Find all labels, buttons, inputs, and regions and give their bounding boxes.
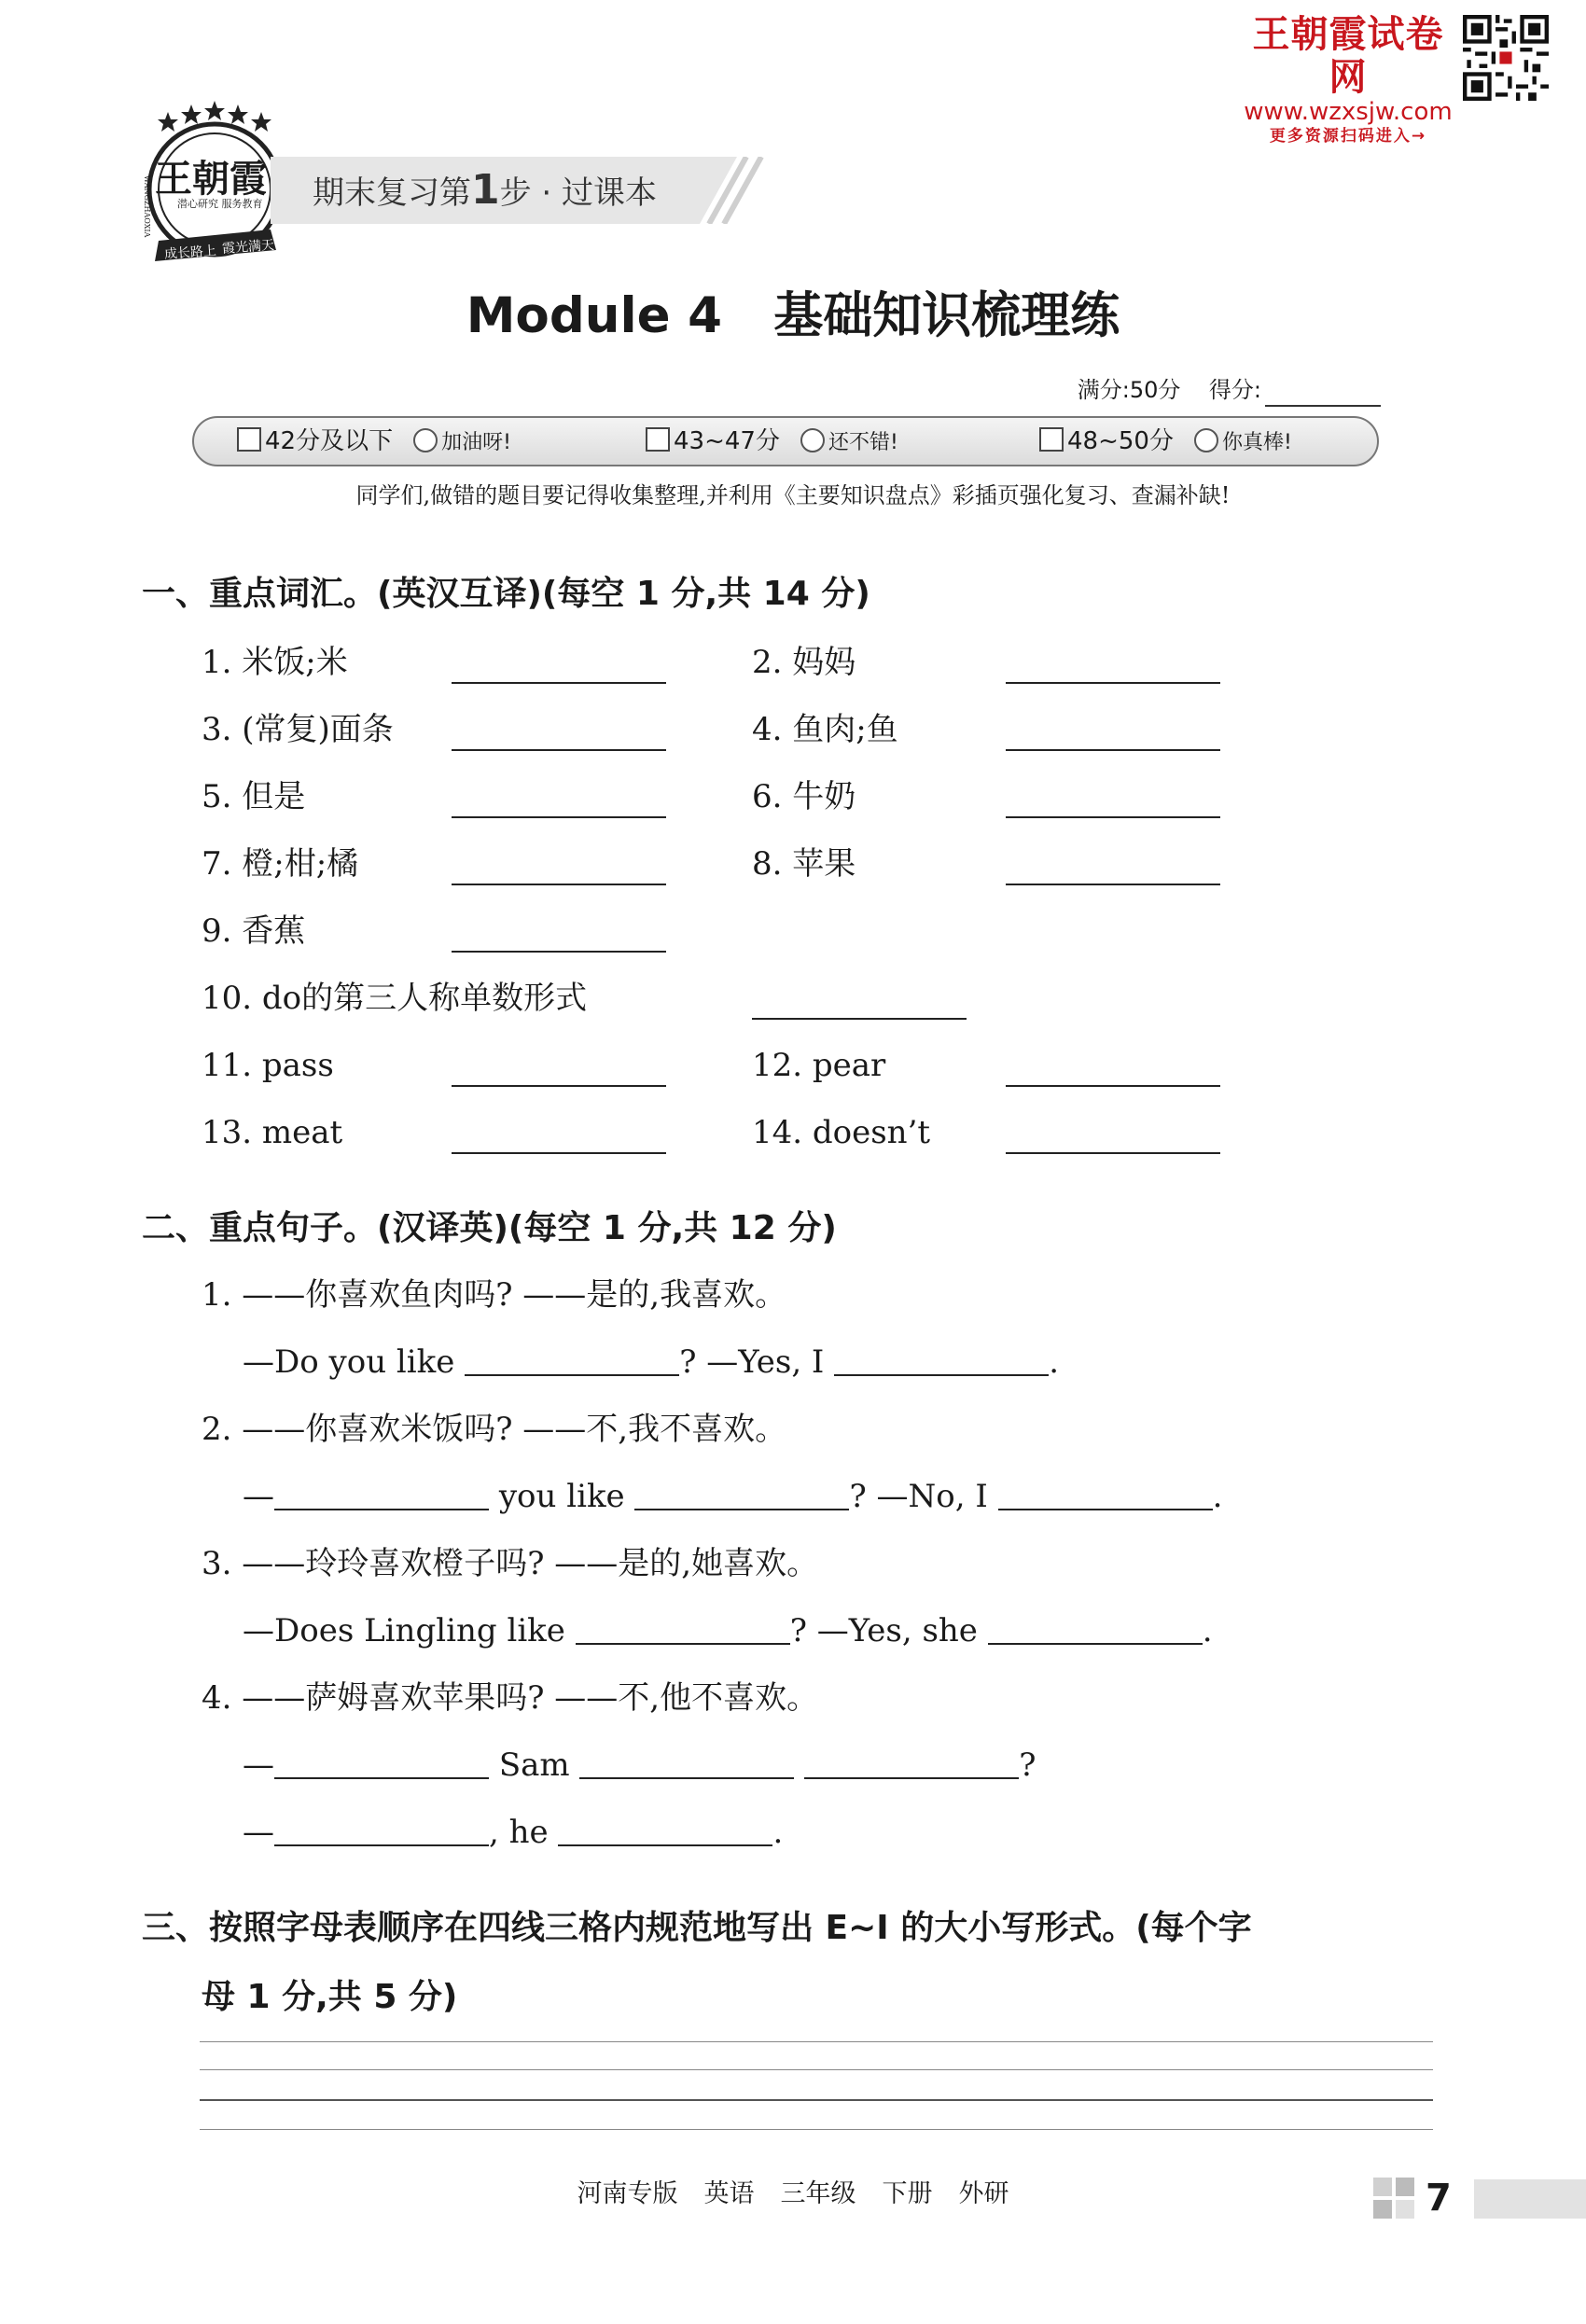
answer-blank[interactable] — [1006, 816, 1220, 818]
grid-line — [200, 2041, 1433, 2042]
band-prefix: 期末复习第 — [313, 174, 471, 212]
rating-checkbox[interactable] — [1039, 427, 1064, 452]
answer-blank[interactable] — [558, 1811, 772, 1846]
grid-line — [200, 2129, 1433, 2130]
rating-high: 48~50分 你真棒! — [1039, 418, 1292, 465]
rating-low: 42分及以下 加油呀! — [237, 418, 511, 465]
section1-heading: 一、重点词汇。(英汉互译)(每空 1 分,共 14 分) — [142, 575, 870, 613]
score-line — [1078, 373, 1381, 407]
band-step: 1 — [471, 166, 500, 214]
answer-blank[interactable] — [274, 1744, 489, 1779]
footer-volume: 下册 — [882, 2179, 933, 2208]
smiley-face-icon — [800, 428, 825, 452]
sentence-chinese: 3. ——玲玲喜欢橙子吗? ——是的,她喜欢。 — [202, 1545, 819, 1582]
vocab-item: 5. 但是 — [202, 778, 306, 815]
sentence-english: —Does Lingling like ? —Yes, she . — [243, 1608, 1213, 1653]
answer-blank[interactable] — [1006, 1085, 1220, 1087]
footer-subject: 英语 — [703, 2179, 755, 2208]
footer-edition: 河南专版 — [577, 2179, 678, 2208]
vocab-item: 8. 苹果 — [752, 845, 856, 883]
footer-publisher: 外研 — [958, 2179, 1009, 2208]
answer-blank[interactable] — [1006, 1152, 1220, 1154]
qr-code-icon[interactable] — [1463, 15, 1549, 101]
sentence-english: — , he . — [243, 1810, 783, 1855]
footer-grade: 三年级 — [780, 2179, 856, 2208]
answer-blank[interactable] — [1006, 749, 1220, 751]
vocab-item: 11. pass — [202, 1047, 334, 1084]
answer-blank[interactable] — [998, 1475, 1213, 1510]
answer-blank[interactable] — [579, 1744, 794, 1779]
vocab-item: 14. doesn’t — [752, 1114, 931, 1151]
vocab-item: 1. 米饭;米 — [202, 644, 348, 681]
brand-tagline: 更多资源扫码进入→ — [1269, 127, 1427, 146]
page-number: 7 — [1426, 2177, 1452, 2220]
answer-blank[interactable] — [274, 1811, 489, 1846]
brand-name: 王朝霞试卷网 — [1252, 13, 1444, 99]
vocab-item: 4. 鱼肉;鱼 — [752, 711, 898, 748]
answer-blank[interactable] — [988, 1609, 1203, 1645]
answer-blank[interactable] — [452, 884, 666, 885]
answer-blank[interactable] — [452, 682, 666, 684]
rating-mid: 43~47分 还不错! — [646, 418, 898, 465]
section3-heading: 三、按照字母表顺序在四线三格内规范地写出 E~I 的大小写形式。(每个字 — [142, 1909, 1252, 1947]
vocab-item: 10. do的第三人称单数形式 — [202, 980, 588, 1017]
sentence-chinese: 2. ——你喜欢米饭吗? ——不,我不喜欢。 — [202, 1411, 787, 1448]
grid-line — [200, 2069, 1433, 2070]
brand-url[interactable]: www.wzxsjw.com — [1244, 98, 1453, 126]
smiley-face-icon — [413, 428, 438, 452]
vocab-item: 6. 牛奶 — [752, 778, 856, 815]
answer-blank[interactable] — [452, 1085, 666, 1087]
logo-name: 王朝霞 — [155, 157, 267, 201]
vocab-item: 7. 橙;柑;橘 — [202, 845, 359, 883]
answer-blank[interactable] — [752, 1018, 967, 1020]
vocab-item: 2. 妈妈 — [752, 644, 856, 681]
answer-blank[interactable] — [834, 1341, 1049, 1376]
answer-blank[interactable] — [452, 749, 666, 751]
rating-bar — [192, 416, 1379, 466]
page-footer — [0, 2176, 1586, 2213]
section2-heading: 二、重点句子。(汉译英)(每空 1 分,共 12 分) — [142, 1209, 837, 1247]
answer-blank[interactable] — [452, 1152, 666, 1154]
logo-motto: 潜心研究 服务教育 — [177, 198, 263, 210]
answer-blank[interactable] — [1006, 884, 1220, 885]
logo-arc-left: WANGZHAOXIA — [143, 175, 151, 238]
smiley-face-icon — [1194, 428, 1218, 452]
header-band-text — [313, 164, 657, 219]
sentence-chinese: 1. ——你喜欢鱼肉吗? ——是的,我喜欢。 — [202, 1276, 787, 1314]
answer-blank[interactable] — [634, 1475, 849, 1510]
answer-blank[interactable] — [465, 1341, 679, 1376]
study-tip: 同学们,做错的题目要记得收集整理,并利用《主要知识盘点》彩插页强化复习、查漏补缺! — [355, 482, 1231, 508]
page-corner-squares-icon — [1373, 2178, 1418, 2222]
vocab-item: 3. (常复)面条 — [202, 711, 394, 748]
answer-blank[interactable] — [576, 1609, 790, 1645]
sentence-english: —Do you like ? —Yes, I . — [243, 1340, 1059, 1385]
score-label: 得分: — [1208, 377, 1261, 403]
page-number-bar — [1474, 2179, 1586, 2219]
logo-ribbon-left: 成长路上 — [163, 244, 217, 262]
answer-blank[interactable] — [274, 1475, 489, 1510]
sentence-chinese: 4. ——萨姆喜欢苹果吗? ——不,他不喜欢。 — [202, 1679, 819, 1717]
rating-checkbox[interactable] — [237, 427, 261, 452]
answer-blank[interactable] — [804, 1744, 1019, 1779]
full-score: 满分:50分 — [1077, 377, 1181, 403]
answer-blank[interactable] — [452, 951, 666, 953]
vocab-item: 12. pear — [752, 1047, 886, 1084]
logo-ribbon-right: 霞光满天 — [221, 238, 275, 257]
band-suffix: 步 · 过课本 — [499, 174, 658, 212]
section3-heading-cont: 母 1 分,共 5 分) — [202, 1978, 458, 2016]
score-blank[interactable] — [1265, 381, 1381, 407]
rating-checkbox[interactable] — [646, 427, 670, 452]
sentence-english: — Sam ? — [243, 1743, 1036, 1788]
brand-block — [1241, 13, 1455, 147]
page-title: Module 4 基础知识梳理练 — [466, 287, 1120, 344]
answer-blank[interactable] — [1006, 682, 1220, 684]
answer-blank[interactable] — [452, 816, 666, 818]
grid-line-baseline — [200, 2099, 1433, 2101]
vocab-item: 13. meat — [202, 1114, 343, 1151]
sentence-english: — you like ? —No, I . — [243, 1474, 1222, 1519]
vocab-item: 9. 香蕉 — [202, 912, 306, 950]
